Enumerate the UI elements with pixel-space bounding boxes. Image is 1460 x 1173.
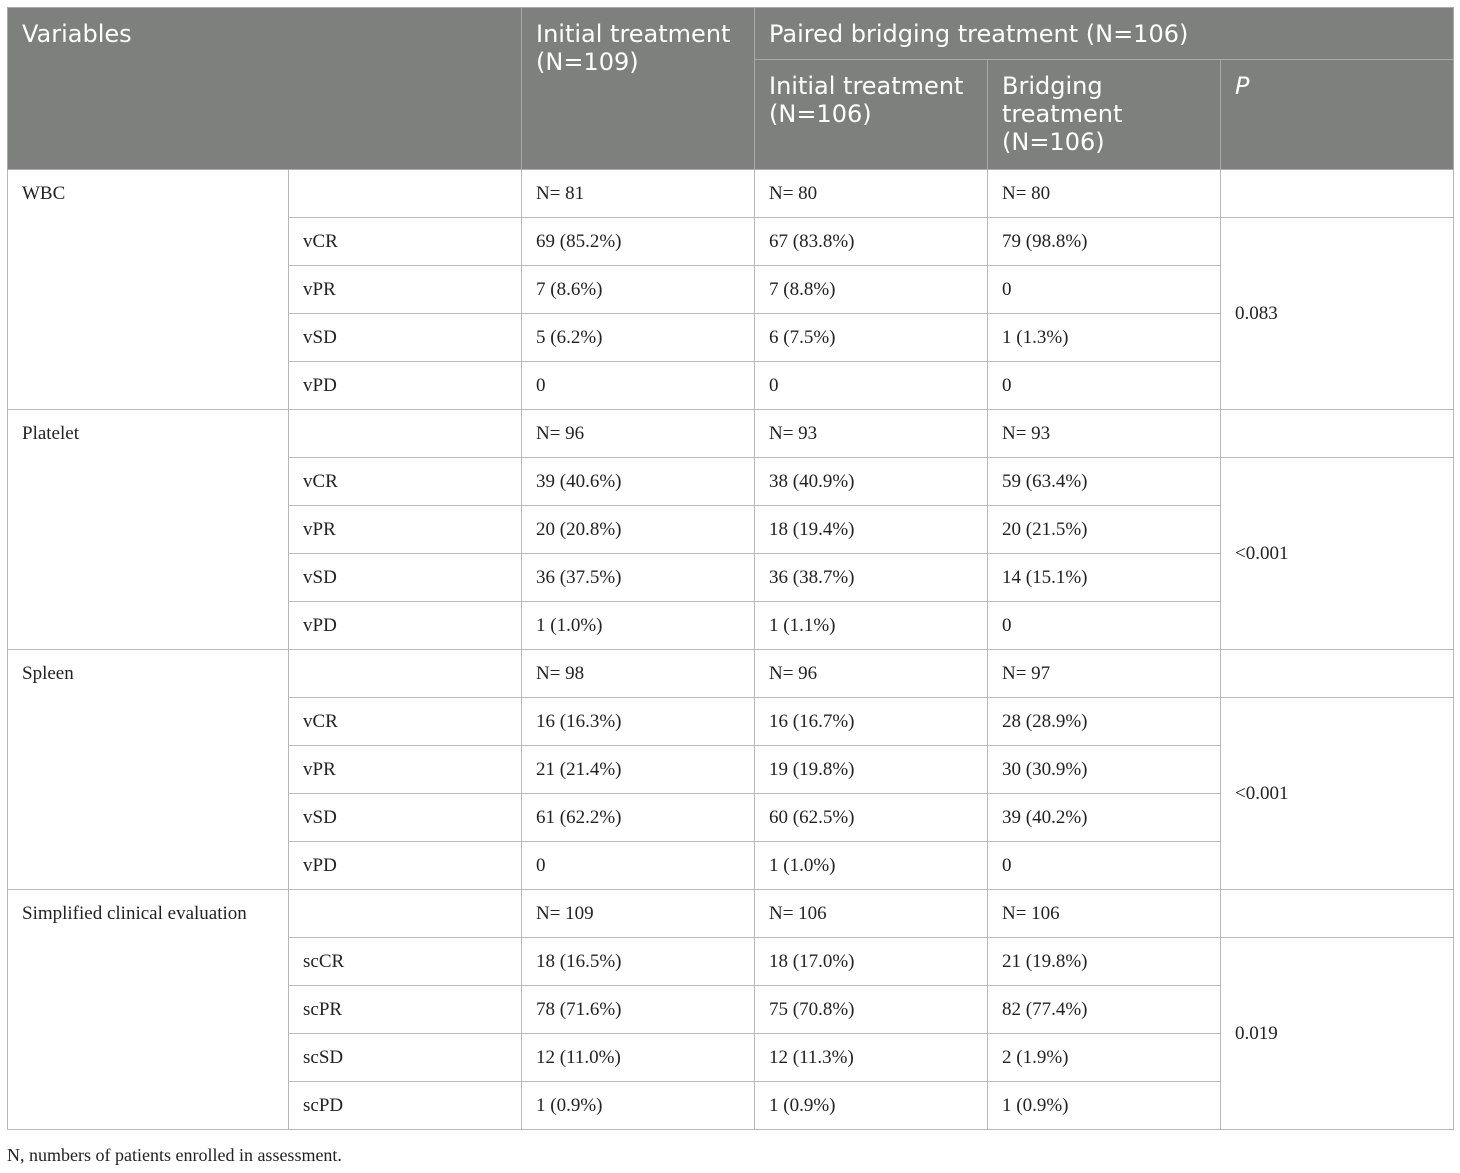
cell: 1 (1.3%)	[988, 314, 1221, 362]
row-label: vPD	[289, 842, 522, 890]
cell: 28 (28.9%)	[988, 698, 1221, 746]
cell: N= 80	[755, 170, 988, 218]
p-value: <0.001	[1221, 458, 1454, 650]
cell: 16 (16.7%)	[755, 698, 988, 746]
cell: 0	[522, 842, 755, 890]
cell: 0	[988, 362, 1221, 410]
row-label: vSD	[289, 554, 522, 602]
cell: 39 (40.2%)	[988, 794, 1221, 842]
cell: 18 (16.5%)	[522, 938, 755, 986]
cell: 2 (1.9%)	[988, 1034, 1221, 1082]
p-value: 0.083	[1221, 218, 1454, 410]
table-row	[8, 890, 1454, 938]
row-label: vPR	[289, 746, 522, 794]
cell: 0	[988, 842, 1221, 890]
cell: 7 (8.8%)	[755, 266, 988, 314]
cell: N= 97	[988, 650, 1221, 698]
cell: 1 (1.0%)	[755, 842, 988, 890]
cell: 1 (0.9%)	[988, 1082, 1221, 1130]
cell: 7 (8.6%)	[522, 266, 755, 314]
group-label: Spleen	[8, 650, 289, 890]
cell: N= 93	[755, 410, 988, 458]
cell: 1 (1.1%)	[755, 602, 988, 650]
row-label: vCR	[289, 698, 522, 746]
cell: N= 96	[522, 410, 755, 458]
cell: 82 (77.4%)	[988, 986, 1221, 1034]
group-label: Platelet	[8, 410, 289, 650]
header-paired-initial: Initial treatment (N=106)	[755, 60, 988, 170]
header-paired-bridging-treatment: Bridging treatment (N=106)	[988, 60, 1221, 170]
row-label: vSD	[289, 314, 522, 362]
row-label: vPR	[289, 266, 522, 314]
cell	[1221, 170, 1454, 218]
row-label: vPD	[289, 362, 522, 410]
cell: 1 (0.9%)	[755, 1082, 988, 1130]
cell: 12 (11.0%)	[522, 1034, 755, 1082]
cell: 59 (63.4%)	[988, 458, 1221, 506]
cell: N= 98	[522, 650, 755, 698]
cell: 1 (1.0%)	[522, 602, 755, 650]
cell: 39 (40.6%)	[522, 458, 755, 506]
cell: 0	[988, 266, 1221, 314]
row-label: scSD	[289, 1034, 522, 1082]
cell: N= 96	[755, 650, 988, 698]
cell: N= 109	[522, 890, 755, 938]
cell: 21 (21.4%)	[522, 746, 755, 794]
cell: 5 (6.2%)	[522, 314, 755, 362]
row-label	[289, 410, 522, 458]
cell: 1 (0.9%)	[522, 1082, 755, 1130]
results-table	[7, 7, 1454, 1130]
cell: 12 (11.3%)	[755, 1034, 988, 1082]
table-row	[8, 410, 1454, 458]
row-label	[289, 650, 522, 698]
cell: 78 (71.6%)	[522, 986, 755, 1034]
cell: 16 (16.3%)	[522, 698, 755, 746]
row-label: vSD	[289, 794, 522, 842]
row-label: scPR	[289, 986, 522, 1034]
p-value: 0.019	[1221, 938, 1454, 1130]
cell: 38 (40.9%)	[755, 458, 988, 506]
row-label: vCR	[289, 218, 522, 266]
row-label: scPD	[289, 1082, 522, 1130]
header-variables: Variables	[8, 8, 522, 170]
cell: N= 106	[988, 890, 1221, 938]
cell: N= 106	[755, 890, 988, 938]
header-initial-treatment: Initial treatment (N=109)	[522, 8, 755, 170]
cell: 6 (7.5%)	[755, 314, 988, 362]
cell: N= 80	[988, 170, 1221, 218]
cell: 19 (19.8%)	[755, 746, 988, 794]
cell: 67 (83.8%)	[755, 218, 988, 266]
cell: N= 93	[988, 410, 1221, 458]
cell: 18 (19.4%)	[755, 506, 988, 554]
cell	[1221, 650, 1454, 698]
cell: 0	[988, 602, 1221, 650]
row-label: scCR	[289, 938, 522, 986]
group-label: WBC	[8, 170, 289, 410]
cell: 20 (20.8%)	[522, 506, 755, 554]
table-footnote: N, numbers of patients enrolled in assessment.	[7, 1145, 342, 1165]
cell	[1221, 890, 1454, 938]
row-label: vCR	[289, 458, 522, 506]
cell: 60 (62.5%)	[755, 794, 988, 842]
cell: 61 (62.2%)	[522, 794, 755, 842]
table-body	[8, 170, 1454, 1130]
cell: 79 (98.8%)	[988, 218, 1221, 266]
table-row	[8, 170, 1454, 218]
row-label: vPR	[289, 506, 522, 554]
table-row	[8, 650, 1454, 698]
cell: 36 (38.7%)	[755, 554, 988, 602]
cell: 20 (21.5%)	[988, 506, 1221, 554]
cell: 0	[522, 362, 755, 410]
cell: 30 (30.9%)	[988, 746, 1221, 794]
header-paired-bridging: Paired bridging treatment (N=106)	[755, 8, 1454, 60]
cell: 0	[755, 362, 988, 410]
cell: 18 (17.0%)	[755, 938, 988, 986]
row-label: vPD	[289, 602, 522, 650]
row-label	[289, 170, 522, 218]
cell: 69 (85.2%)	[522, 218, 755, 266]
header-p-value: P	[1221, 60, 1454, 170]
cell	[1221, 410, 1454, 458]
group-label: Simplified clinical evaluation	[8, 890, 289, 1130]
cell: N= 81	[522, 170, 755, 218]
p-value: <0.001	[1221, 698, 1454, 890]
cell: 21 (19.8%)	[988, 938, 1221, 986]
row-label	[289, 890, 522, 938]
cell: 36 (37.5%)	[522, 554, 755, 602]
cell: 75 (70.8%)	[755, 986, 988, 1034]
cell: 14 (15.1%)	[988, 554, 1221, 602]
